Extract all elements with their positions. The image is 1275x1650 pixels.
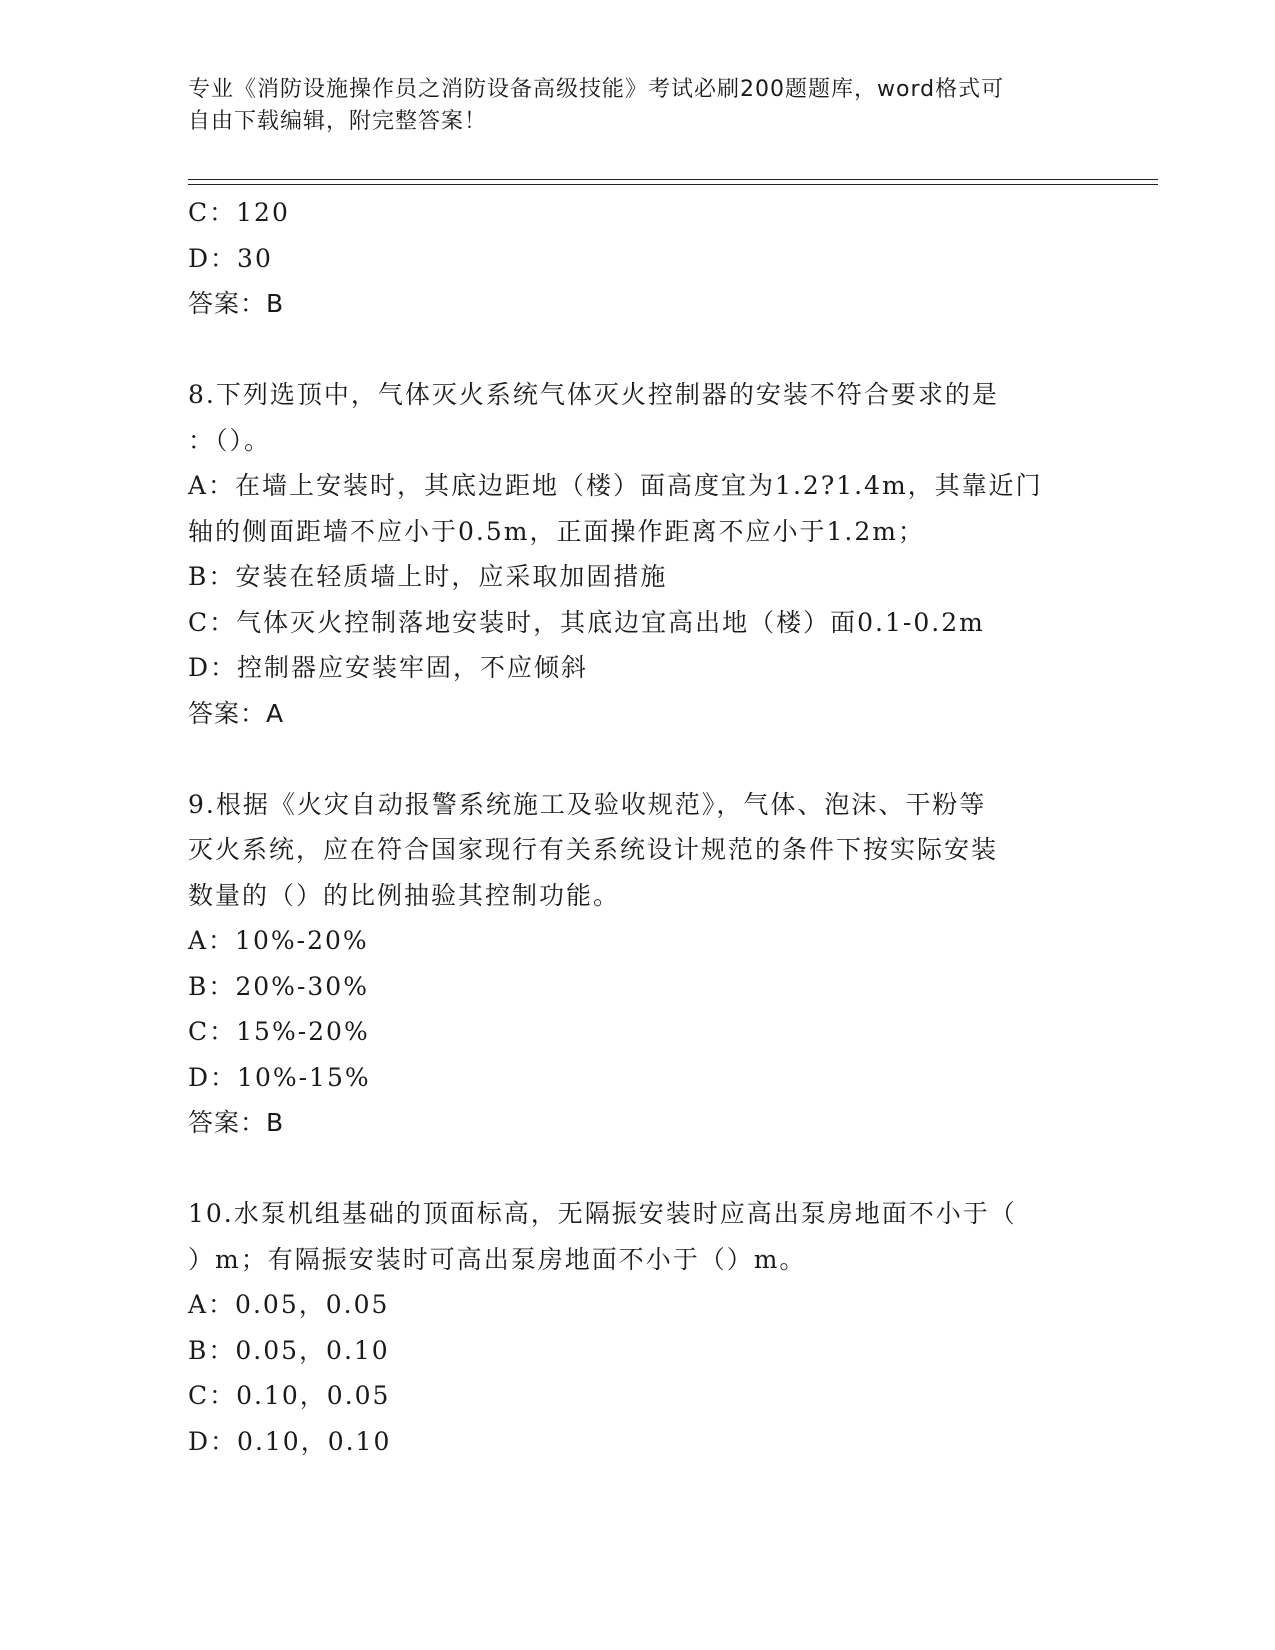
prev-answer: 答案：B <box>188 289 285 318</box>
q9-stem-line-3: 数量的（）的比例抽验其控制功能。 <box>188 880 621 910</box>
document-header <box>188 74 1088 138</box>
header-line-1: 专业《消防设施操作员之消防设备高级技能》考试必刷200题题库，word格式可 <box>188 77 1005 102</box>
prev-option-d: D：30 <box>188 243 273 273</box>
q8-option-a-line-2: 轴的侧面距墙不应小于0.5m，正面操作距离不应小于1.2m； <box>188 516 925 546</box>
q8-option-d: D：控制器应安装牢固，不应倾斜 <box>188 653 589 682</box>
q9-option-c: C：15%-20% <box>188 1017 370 1046</box>
q9-option-b: B：20%-30% <box>188 971 369 1001</box>
q8-option-c: C：气体灭火控制落地安装时，其底边宜高出地（楼）面0.1-0.2m <box>188 607 985 637</box>
q10-stem-line-2: ）m；有隔振安装时可高出泵房地面不小于（）m。 <box>188 1244 807 1274</box>
q10-option-c: C：0.10，0.05 <box>188 1381 391 1410</box>
q10-stem-line-1: 10.水泵机组基础的顶面标高，无隔振安装时应高出泵房地面不小于（ <box>188 1199 1017 1228</box>
q9-option-d: D：10%-15% <box>188 1062 371 1092</box>
q9-stem-line-2: 灭火系统，应在符合国家现行有关系统设计规范的条件下按实际安装 <box>188 835 999 864</box>
q8-answer: 答案：A <box>188 698 285 728</box>
spacer <box>188 1146 1108 1192</box>
q10-option-d: D：0.10，0.10 <box>188 1426 392 1456</box>
q10-option-b: B：0.05，0.10 <box>188 1335 390 1365</box>
q9-option-a: A：10%-20% <box>188 926 369 955</box>
q9-stem-line-1: 9.根据《火灾自动报警系统施工及验收规范》，气体、泡沫、干粉等 <box>188 789 987 819</box>
q8-stem-line-1: 8.下列选顶中，气体灭火系统气体灭火控制器的安装不符合要求的是 <box>188 380 999 409</box>
question-content <box>188 190 1108 1464</box>
header-divider-bottom <box>188 184 1158 185</box>
q8-option-a-line-1: A：在墙上安装时，其底边距地（楼）面高度宜为1.2?1.4m，其靠近门 <box>188 471 1043 500</box>
header-divider-top <box>188 179 1158 180</box>
prev-option-c: C：120 <box>188 198 290 227</box>
header-line-2: 自由下载编辑，附完整答案！ <box>188 109 488 134</box>
spacer <box>188 327 1108 373</box>
q10-option-a: A：0.05，0.05 <box>188 1290 390 1319</box>
q8-option-b: B：安装在轻质墙上时，应采取加固措施 <box>188 562 668 591</box>
spacer <box>188 736 1108 782</box>
q9-answer: 答案：B <box>188 1108 285 1137</box>
q8-stem-line-2: ：（）。 <box>188 425 272 455</box>
